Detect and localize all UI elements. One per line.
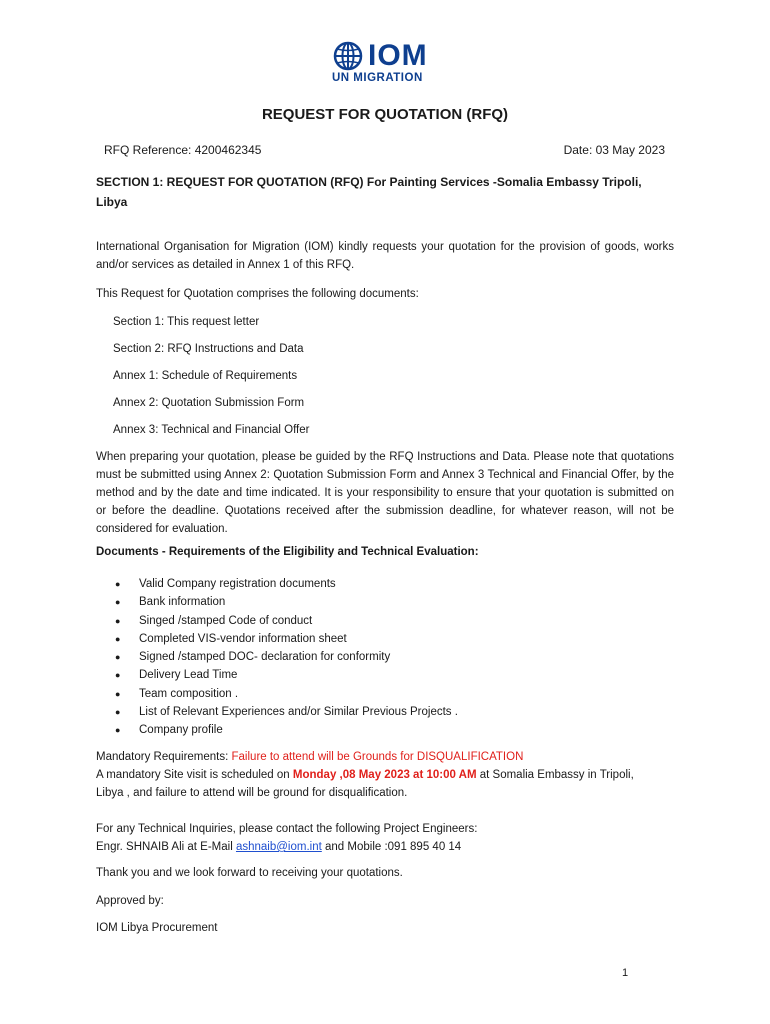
bullet-icon: ● [115, 615, 121, 626]
list-item: Annex 2: Quotation Submission Form [113, 397, 305, 409]
document-list [113, 309, 309, 444]
page-number: 1 [622, 967, 629, 979]
contact-suffix: and Mobile :091 895 40 14 [321, 841, 462, 853]
list-item: ● Team composition . [115, 685, 458, 703]
page-title: REQUEST FOR QUOTATION (RFQ) [261, 106, 509, 123]
bullet-icon: ● [115, 688, 121, 699]
list-item: ● Singed /stamped Code of conduct [115, 612, 458, 630]
bullet-icon: ● [115, 597, 121, 608]
thanks-line: Thank you and we look forward to receiving your quotations. [96, 867, 403, 879]
bullet-icon: ● [115, 670, 121, 681]
site-visit-date: Monday ,08 May 2023 at 10:00 AM [292, 769, 477, 781]
requirements-list [115, 575, 458, 740]
rfq-reference: RFQ Reference: 4200462345 [104, 143, 262, 157]
site-visit-suffix: at Somalia Embassy in Tripoli, [476, 769, 634, 781]
bullet-icon: ● [115, 652, 121, 663]
bullet-icon: ● [115, 725, 121, 736]
instructions-paragraph: When preparing your quotation, please be guided by the RFQ Instructions and Data. Please note that quotations must be submitted using Annex 2: Quotation Submission Form and Annex 3 Technical and Financial Offer, by the method and by the date and time indicated. It is your responsibility to ensure that your quotation is submitted on or before the deadline. Quotations received after the submission deadline, for whatever reason, will not be considered for evaluation. [96, 451, 674, 535]
bullet-icon: ● [115, 579, 121, 589]
email-link[interactable]: ashnaib@iom.int [235, 841, 322, 853]
rfq-date: Date: 03 May 2023 [563, 143, 665, 157]
contact-intro: For any Technical Inquiries, please contact the following Project Engineers: [96, 823, 478, 835]
list-item: ● Valid Company registration documents [115, 575, 458, 593]
requirements-heading: Documents - Requirements of the Eligibility and Technical Evaluation: [96, 546, 479, 558]
contact-prefix: Engr. SHNAIB Ali at E-Mail [96, 841, 236, 853]
list-item: Annex 1: Schedule of Requirements [113, 370, 298, 382]
iom-logo-subtitle: UN MIGRATION [332, 72, 423, 84]
list-item: ● Company profile [115, 721, 458, 739]
mandatory-requirements [96, 748, 674, 802]
comprises-paragraph: This Request for Quotation comprises the following documents: [96, 288, 419, 300]
list-item: ● Signed /stamped DOC- declaration for conformity [115, 648, 458, 666]
iom-logo-text: IOM [368, 39, 428, 72]
intro-paragraph: International Organisation for Migration (IOM) kindly requests your quotation for the provision of goods, works and/or services as detailed in Annex 1 of this RFQ. [96, 241, 674, 271]
list-item: ● Completed VIS-vendor information sheet [115, 630, 458, 648]
section-heading: SECTION 1: REQUEST FOR QUOTATION (RFQ) For Painting Services -Somalia Embassy Tripoli, Libya [96, 175, 642, 209]
mandatory-label: Mandatory Requirements: [96, 751, 232, 763]
bullet-icon: ● [115, 633, 121, 644]
site-visit-prefix: A mandatory Site visit is scheduled on [96, 769, 293, 781]
list-item: ● Bank information [115, 593, 458, 611]
list-item: Section 2: RFQ Instructions and Data [113, 343, 304, 355]
disqualification-warning: Failure to attend will be Grounds for DISQUALIFICATION [231, 751, 524, 763]
site-visit-line2: Libya , and failure to attend will be ground for disqualification. [96, 787, 408, 799]
list-item: ● Delivery Lead Time [115, 666, 458, 684]
list-item: Section 1: This request letter [113, 316, 260, 328]
list-item: ● List of Relevant Experiences and/or Similar Previous Projects . [115, 703, 458, 721]
approved-by: Approved by: [96, 895, 164, 907]
contact-block [96, 820, 674, 856]
list-item: Annex 3: Technical and Financial Offer [113, 424, 310, 436]
signatory: IOM Libya Procurement [96, 922, 218, 934]
bullet-icon: ● [115, 707, 121, 718]
